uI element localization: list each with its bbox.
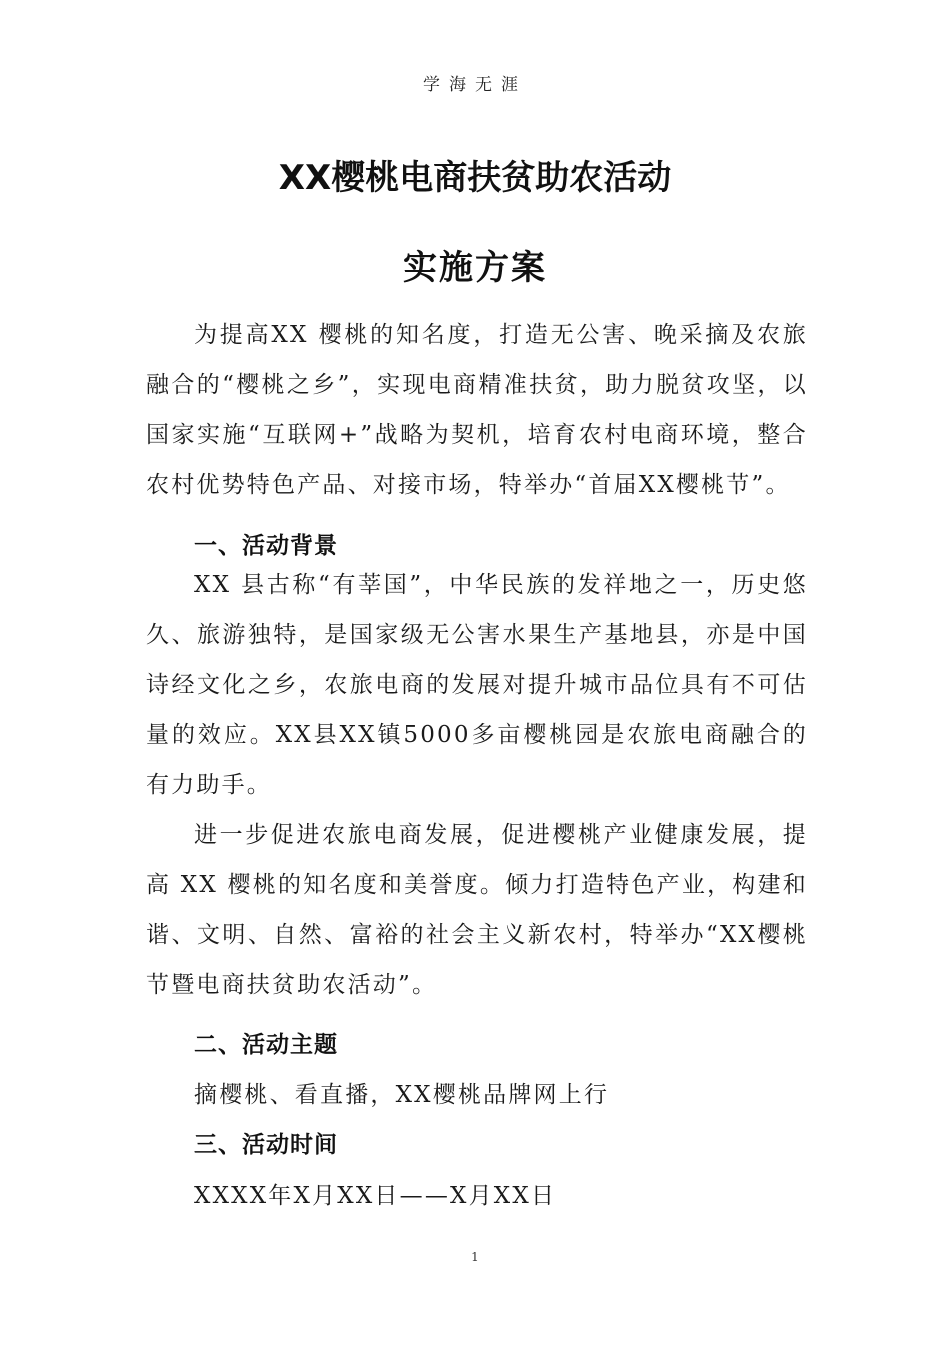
document-subtitle: 实施方案 (403, 248, 547, 288)
background-paragraph-1: XX 县古称“有莘国”，中华民族的发祥地之一，历史悠久、旅游独特，是国家级无公害水果生产基地县，亦是中国诗经文化之乡，农旅电商的发展对提升城市品位具有不可估量的效应。XX县XX镇5000多亩樱桃园是农旅电商融合的有力助手。 (146, 572, 808, 798)
section-heading-background: 一、活动背景 (194, 533, 338, 559)
intro-paragraph: 为提高XX 樱桃的知名度，打造无公害、晚采摘及农旅融合的“樱桃之乡”，实现电商精准扶贫，助力脱贫攻坚，以国家实施“互联网+”战略为契机，培育农村电商环境，整合农村优势特色产品、对接市场，特举办“首届XX樱桃节”。 (146, 322, 808, 498)
document-title: XX樱桃电商扶贫助农活动 (278, 158, 672, 198)
page-number: 1 (471, 1250, 479, 1264)
page-header: 学海无涯 (423, 75, 527, 95)
background-paragraph-2: 进一步促进农旅电商发展，促进樱桃产业健康发展，提高 XX 樱桃的知名度和美誉度。倾力打造特色产业，构建和谐、文明、自然、富裕的社会主义新农村，特举办“XX樱桃节暨电商扶贫助农活动”。 (146, 822, 808, 998)
section-heading-theme: 二、活动主题 (194, 1032, 338, 1058)
section-heading-time: 三、活动时间 (194, 1132, 338, 1158)
time-text: XXXX年X月XX日——X月XX日 (194, 1183, 557, 1209)
theme-text: 摘樱桃、看直播，XX樱桃品牌网上行 (194, 1082, 610, 1108)
